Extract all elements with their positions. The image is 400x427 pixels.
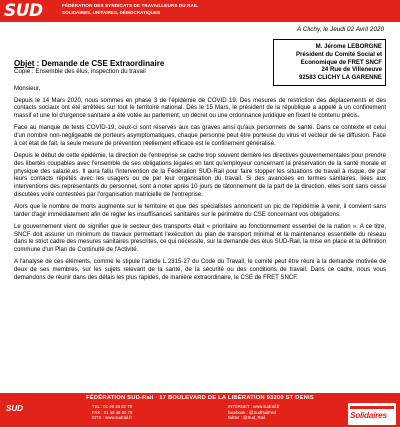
salutation: Monsieur,: [14, 86, 41, 92]
footer-contacts: [92, 404, 132, 421]
federation-name: FÉDÉRATION DES SYNDICATS DE TRAVAILLEURS DU RAIL: [62, 3, 199, 8]
letter-copy-list: Copie : Ensemble des élus, inspection du travail: [14, 68, 146, 75]
badge-stripe: [350, 406, 394, 409]
federation-tagline: SOLIDAIRES, UNITAIRES, DÉMOCRATIQUES: [62, 10, 161, 15]
paragraph-context: Depuis le 14 Mars 2020, nous sommes en phase 3 de l'épidémie de COVID 19. Des mesures de restriction des déplacements et des contacts sociaux ont été arrêtées sur tout le territoire national. Dès le 15 Mars, le président de la république a appelé à un confinement massif et une loi d'urgence sanitaire a été votée au parlement, un décret ou une ordonnance juridique en fixant le contenu précis.: [14, 97, 386, 120]
letterhead-banner: [0, 0, 400, 22]
paragraph-testing: Face au manque de tests COVID-19, ceux-ci sont réservés aux cas graves ainsi qu'aux personnels de santé. Dans ce contexte et celui d'un nombre non-négligeable de porteurs asymptomatiques, chaque personne peut être porteuse du virus et vecteur de se diffusion. Face à cet état de fait, la seule mesure de prévention réellement efficace est le confinement généralisé.: [14, 125, 386, 147]
footer-phone: TEL : 01 49 48 82 78: [92, 404, 132, 409]
recipient-organisation: Economique de FRET SNCF: [300, 58, 382, 66]
footer-internet: INTERNET : www.sudrail.fr: [228, 404, 280, 409]
paragraph-management: Depuis le début de cette épidémie, la direction de l'entreprise se cache trop souvent derrière les directives gouvernementales pour prendre des libertés coupables avec l'ensemble de ses obligations légales en tant qu'employeur concernant la préservation de la santé morale et physique des salarié.es. Il aura fallu l'intervention de la Fédération SUD-Rail pour faire stopper les situations de travail à risque, de par leurs contacts répétés avec les usagers ou de par leur organisation du travail. Si des avancées en termes sanitaires, liées aux interventions des représentants du personnel, sont à noter après 10 jours de tâtonnement de la part de la direction, elles sont sans cesse discutées voire contestées par l'organisation matricielle de l'entreprise.: [14, 153, 386, 198]
footer-logo: SUD: [6, 404, 23, 413]
solidaires-logo-text: Solidaires: [350, 410, 387, 420]
footer-web: [228, 404, 280, 421]
recipient-city: 92583 CLICHY LA GARENNE: [299, 74, 382, 82]
recipient-title: Président du Comité Social et: [295, 50, 382, 58]
letter-subject: [14, 59, 164, 68]
recipient-street: 24 Rue de Villeneuve: [321, 66, 382, 74]
recipient-address-box: [273, 39, 386, 86]
subject-label: Objet: [14, 59, 35, 68]
recipient-name: M. Jérome LEBORGNE: [315, 43, 382, 50]
paragraph-request: A l'analyse de ces éléments, comme le stipule l'article L.2315-27 du Code du Travail, le comité peut être réuni à la demande motivée de deux de ses membres, sur les sujets relevant de la santé, de la sécurité ou des conditions de travail. Dans ce cadre, nous vous demandons de réunir dans des délais les plus rapides, de manière extraordinaire, le CSE de FRET SNCF.: [14, 259, 386, 281]
footer-fax: FAX : 01 49 48 80 70: [92, 409, 133, 415]
paragraph-urgency: Alors que le nombre de morts augmente sur le territoire et que des spécialistes annoncent un pic de l'épidémie à venir, il convient sans tarder d'agir immédiatement afin de régler les insuffisances sanitaires sur le périmètre du CSE concernant vos obligations.: [14, 203, 386, 218]
letter-footer: [0, 393, 400, 427]
footer-address: FÉDÉRATION SUD-Rail · 17 BOULEVARD DE LA LIBÉRATION 93200 ST DENIS: [86, 395, 314, 401]
letter-date: A Clichy, le Jeudi 02 Avril 2020: [296, 26, 384, 33]
paragraph-government: Le gouvernement vient de signifier que le secteur des transports était « prioritaire au fonctionnement essentiel de la nation ». A ce titre, SNCF doit assurer un minimum de travaux permettant l'exécution du plan de transport minimal et la maintenance essentielle du réseau dans le strict cadre des mesures sanitaires prescrites, ce qui nécessite, sur la demande des élus SUD-Rail, la mise en place et la définition commune d'un Plan de Continuité de l'Activité.: [14, 223, 386, 254]
footer-twitter: twitter : @Sud_Rail: [228, 415, 265, 421]
footer-site: SITE : www.sudrail.fr: [92, 415, 132, 421]
sud-rail-logo: SUD: [4, 1, 43, 21]
footer-facebook: facebook : @SudRailFed: [228, 409, 276, 415]
subject-text: : Demande de CSE Extraordinaire: [34, 59, 165, 68]
letter-body: [14, 86, 386, 287]
solidaires-badge: [348, 403, 396, 425]
